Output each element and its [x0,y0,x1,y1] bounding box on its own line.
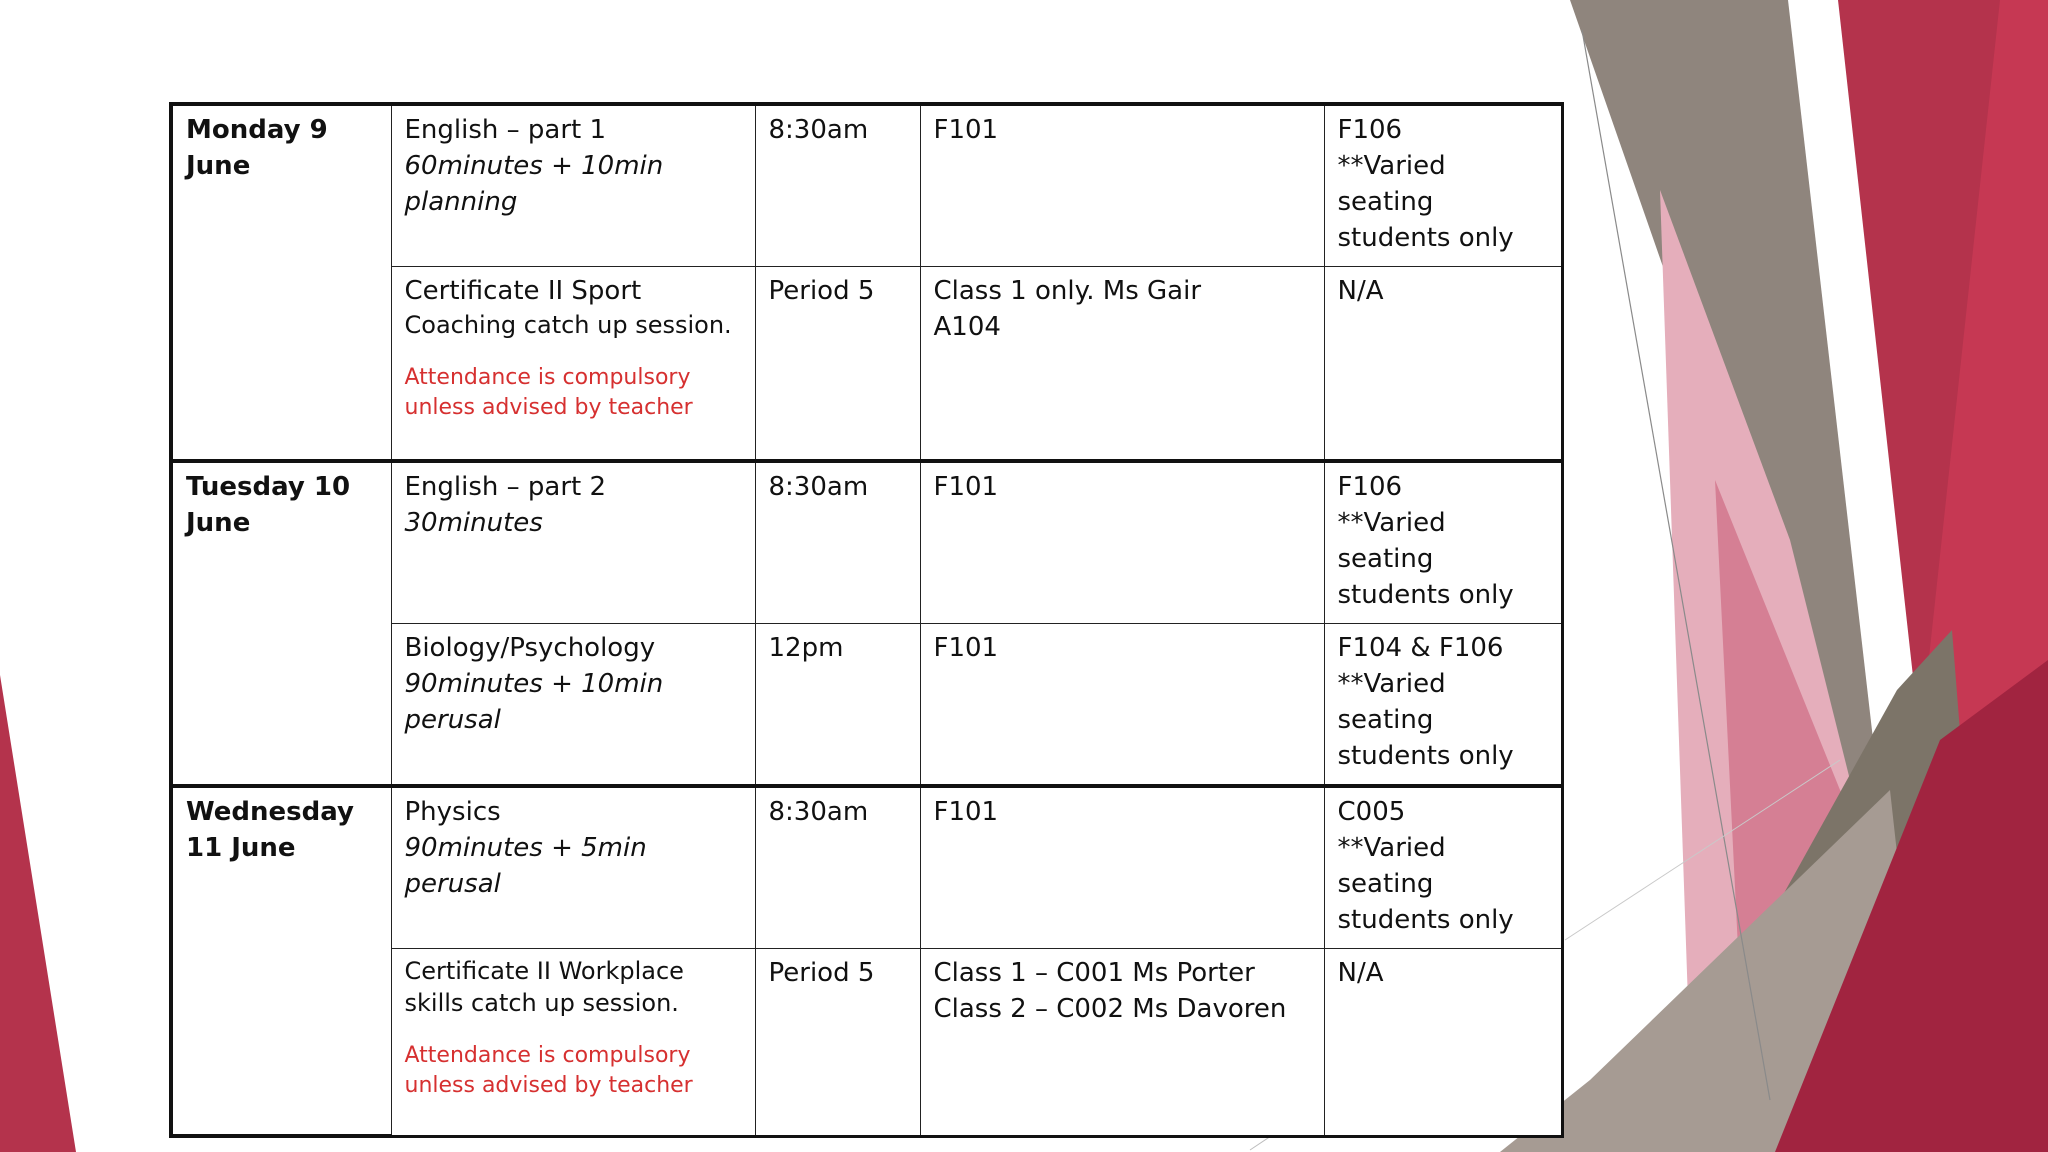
subject-title: English – part 1 [404,115,607,145]
location-cell: F101 [920,461,1324,624]
table-row [171,104,1562,267]
subject-title: Certificate II Workplace [404,956,684,985]
subject-cell [391,461,755,624]
left-crimson-shape [0,675,76,1152]
venue-cell: N/A [1324,948,1562,1136]
time-cell: 8:30am [755,786,920,949]
subject-cell [391,267,755,461]
subject-title: English – part 2 [404,471,607,502]
time-cell: Period 5 [755,267,920,461]
exam-schedule-table [169,102,1564,1138]
venue-cell: F104 & F106 **Varied seating students only [1324,623,1562,786]
location-cell: F101 [920,104,1324,267]
subject-duration: 60minutes + 10min [404,151,664,181]
day-cell: Monday 9 June [171,104,391,461]
subject-cell [391,104,755,267]
subject-title: Certificate II Sport [404,276,642,306]
subject-title: Physics [404,796,501,827]
venue-cell: N/A [1324,267,1562,461]
subject-title-cont: Coaching catch up session. [404,311,732,339]
subject-duration: 90minutes + 5min perusal [404,832,647,899]
venue-cell: F106 **Varied seating students only [1324,461,1562,624]
time-cell: 12pm [755,623,920,786]
venue-cell: C005 **Varied seating students only [1324,786,1562,949]
venue-cell: F106 **Varied seating students only [1324,104,1562,267]
location-cell: F101 [920,786,1324,949]
attendance-notice: Attendance is compulsory unless advised by teacher [404,365,693,420]
table-row [171,461,1562,624]
time-cell: 8:30am [755,461,920,624]
subject-cell [391,623,755,786]
attendance-notice: Attendance is compulsory unless advised by teacher [404,1042,693,1098]
subject-cell [391,948,755,1136]
location-cell: F101 [920,623,1324,786]
day-cell: Wednesday 11 June [171,786,391,1137]
location-cell: Class 1 only. Ms Gair A104 [920,267,1324,461]
time-cell: 8:30am [755,104,920,267]
time-cell: Period 5 [755,948,920,1136]
subject-title: Biology/Psychology [404,632,656,663]
day-cell: Tuesday 10 June [171,461,391,786]
subject-duration: 90minutes + 10min perusal [404,668,664,735]
table-row [171,786,1562,949]
subject-duration: 30minutes [404,507,543,538]
subject-duration: planning [404,187,518,217]
location-cell: Class 1 – C001 Ms Porter Class 2 – C002 Ms Davoren [920,948,1324,1136]
subject-title-cont: skills catch up session. [404,988,679,1017]
subject-cell [391,786,755,949]
